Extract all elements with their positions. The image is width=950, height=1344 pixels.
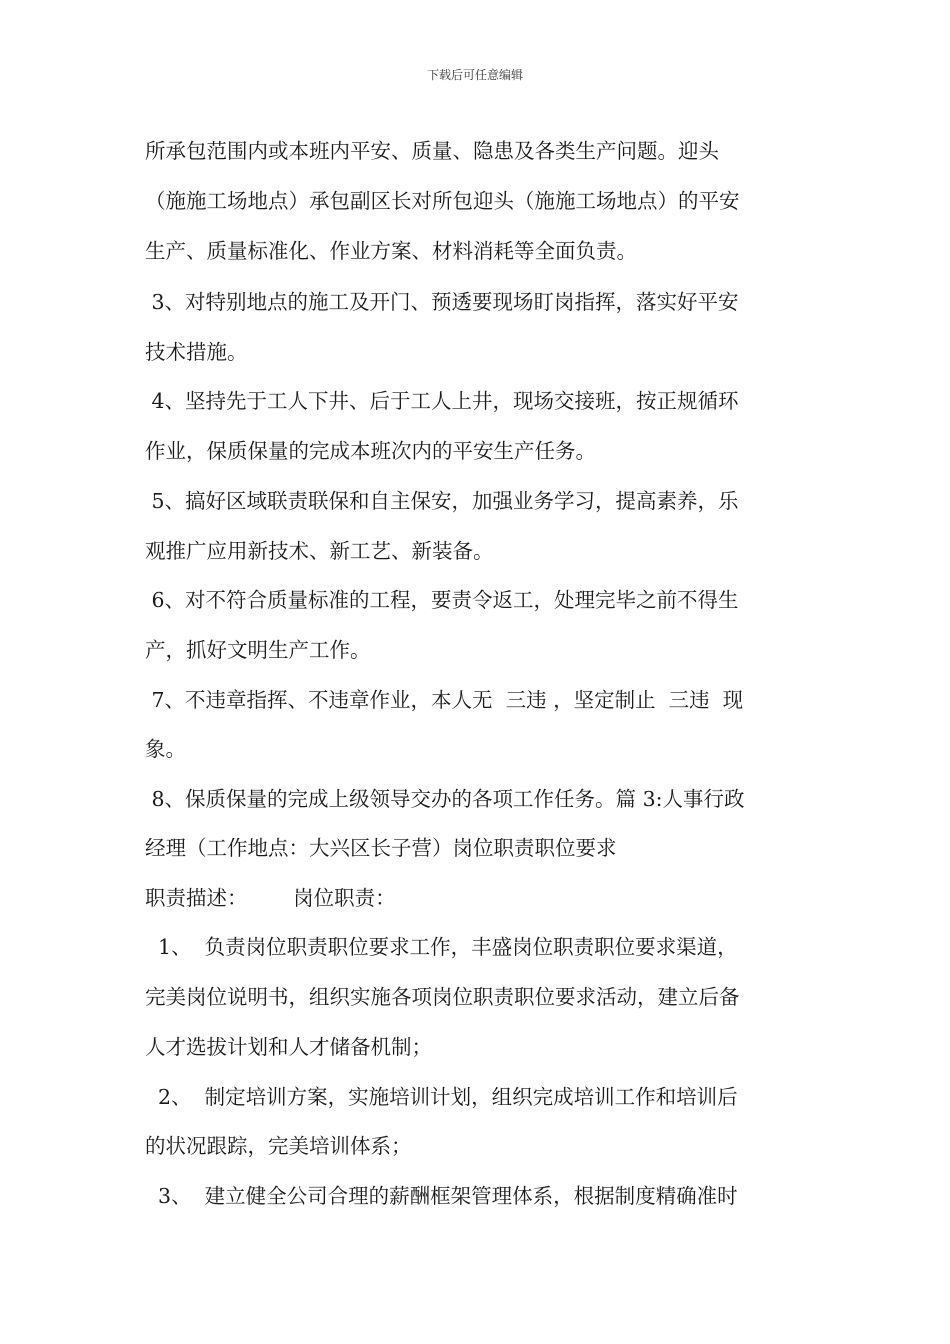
text-line: 产，抓好文明生产工作。 <box>145 638 371 662</box>
text-line: 4、坚持先于工人下井、后于工人上井，现场交接班，按正规循环 <box>145 389 739 413</box>
text-line: （施施工场地点）承包副区长对所包迎头（施施工场地点）的平安 <box>145 189 740 213</box>
text-line: 的状况跟踪，完美培训体系； <box>145 1134 412 1158</box>
text-line: 3、对特别地点的施工及开门、预透要现场盯岗指挥，落实好平安 <box>145 290 739 314</box>
text-line: 2、 制定培训方案，实施培训计划，组织完成培训工作和培训后 <box>145 1085 738 1109</box>
text-line: 8、保质保量的完成上级领导交办的各项工作任务。篇 3:人事行政 <box>145 787 745 811</box>
text-line: 3、 建立健全公司合理的薪酬框架管理体系，根据制度精确准时 <box>145 1184 738 1208</box>
text-line: 所承包范围内或本班内平安、质量、隐患及各类生产问题。迎头 <box>145 139 719 163</box>
text-line: 7、不违章指挥、不违章作业，本人无 三违 ，坚定制止 三违 现 <box>145 688 744 712</box>
text-line: 技术措施。 <box>145 340 248 364</box>
text-line: 作业，保质保量的完成本班次内的平安生产任务。 <box>145 439 596 463</box>
text-line: 象。 <box>145 737 186 761</box>
text-line: 6、对不符合质量标准的工程，要责令返工，处理完毕之前不得生 <box>145 588 739 612</box>
text-line: 观推广应用新技术、新工艺、新装备。 <box>145 539 494 563</box>
text-line: 人才选拔计划和人才储备机制； <box>145 1035 432 1059</box>
text-line: 完美岗位说明书，组织实施各项岗位职责职位要求活动，建立后备 <box>145 985 740 1009</box>
text-line: 5、搞好区域联责联保和自主保安，加强业务学习，提高素养，乐 <box>145 489 739 513</box>
text-line: 职责描述： 岗位职责： <box>145 886 396 910</box>
text-line: 生产、质量标准化、作业方案、材料消耗等全面负责。 <box>145 239 637 263</box>
text-line: 1、 负责岗位职责职位要求工作，丰盛岗位职责职位要求渠道， <box>145 935 738 959</box>
page-header: 下载后可任意编辑 <box>426 68 523 82</box>
text-line: 经理（工作地点：大兴区长子营）岗位职责职位要求 <box>145 836 617 860</box>
